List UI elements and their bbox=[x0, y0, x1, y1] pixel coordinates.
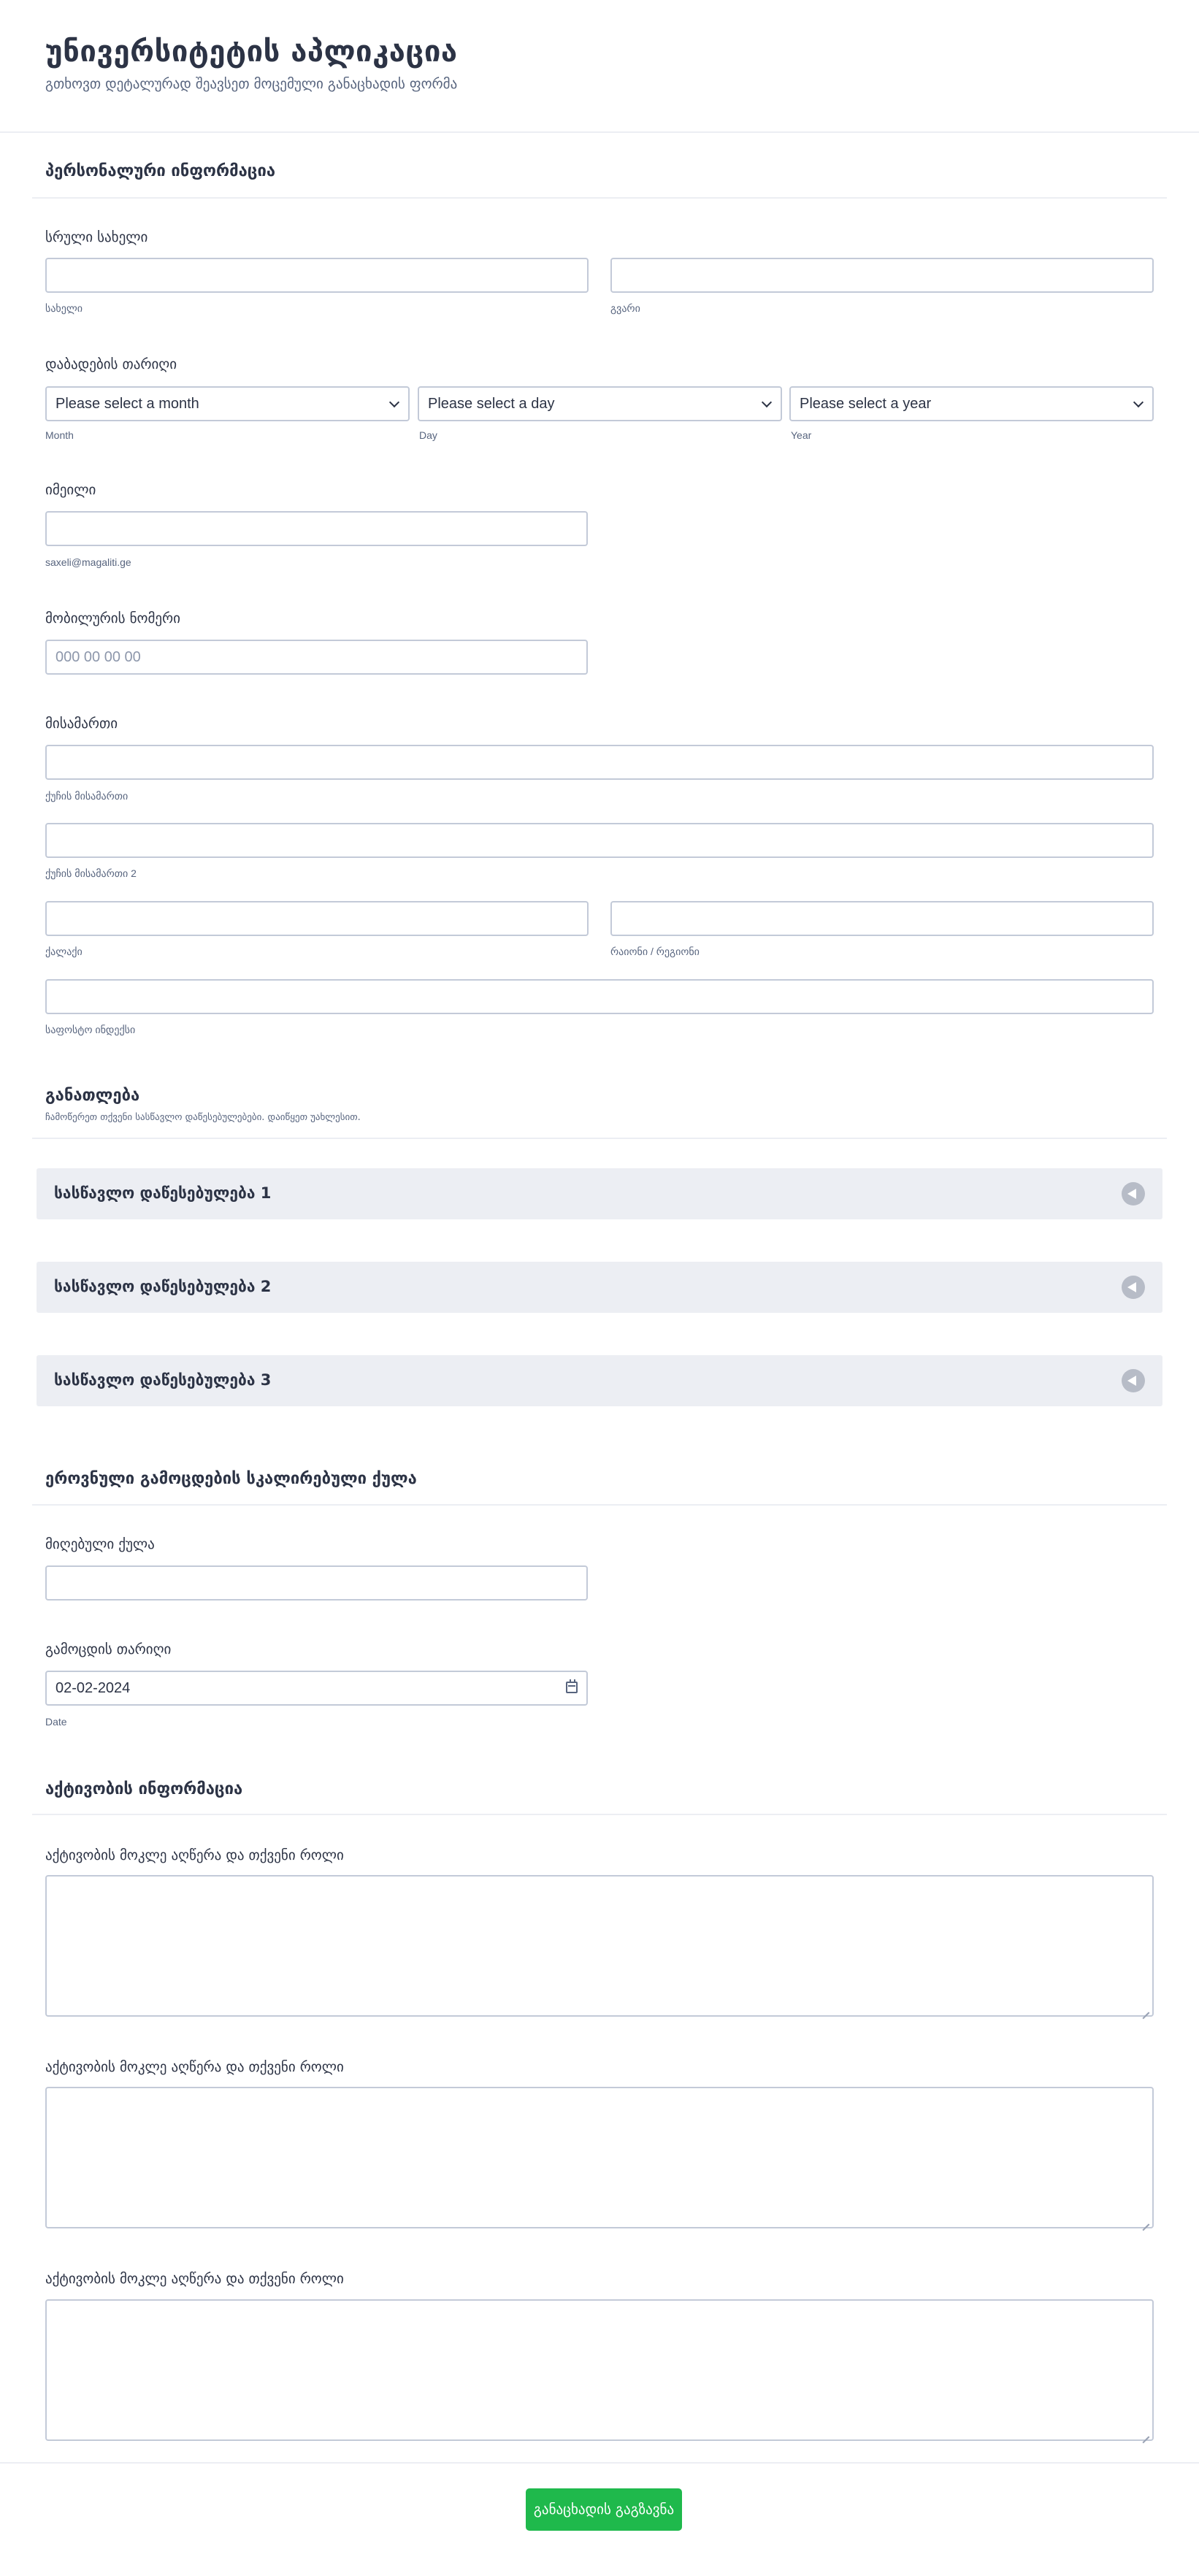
exam-date-sublabel: Date bbox=[45, 1716, 67, 1728]
resize-handle-icon[interactable] bbox=[1142, 2217, 1149, 2224]
birth-year-select[interactable] bbox=[789, 386, 1154, 421]
calendar-icon[interactable] bbox=[566, 1682, 578, 1693]
exam-score-label: მიღებული ქულა bbox=[45, 1536, 155, 1552]
full-name-label: სრული სახელი bbox=[45, 229, 148, 245]
birth-date-label: დაბადების თარიღი bbox=[45, 356, 177, 372]
birth-year-sublabel: Year bbox=[791, 429, 812, 441]
institution-1-collapse[interactable] bbox=[37, 1168, 1162, 1219]
submit-button[interactable]: განაცხადის გაგზავნა bbox=[526, 2488, 682, 2531]
birth-day-sublabel: Day bbox=[419, 429, 437, 441]
exam-date-label: გამოცდის თარიღი bbox=[45, 1641, 172, 1657]
personal-section-heading: პერსონალური ინფორმაცია bbox=[45, 162, 276, 180]
last-name-input[interactable] bbox=[610, 258, 1154, 293]
city-input[interactable] bbox=[45, 901, 589, 936]
chevron-down-icon bbox=[389, 397, 399, 407]
personal-divider bbox=[32, 197, 1167, 199]
last-name-sublabel: გვარი bbox=[610, 302, 640, 314]
phone-input[interactable]: 000 00 00 00 bbox=[45, 640, 588, 675]
collapse-toggle-icon[interactable] bbox=[1122, 1182, 1145, 1205]
address-label: მისამართი bbox=[45, 716, 118, 732]
activity-2-textarea[interactable] bbox=[45, 2087, 1154, 2228]
activity-2-label: აქტივობის მოკლე აღწერა და თქვენი როლი bbox=[45, 2059, 344, 2075]
activity-3-textarea[interactable] bbox=[45, 2299, 1154, 2441]
postal-code-input[interactable] bbox=[45, 979, 1154, 1014]
form-title: უნივერსიტეტის აპლიკაცია bbox=[45, 35, 458, 69]
email-sublabel: saxeli@magaliti.ge bbox=[45, 556, 131, 568]
activity-1-textarea[interactable] bbox=[45, 1875, 1154, 2017]
birth-month-sublabel: Month bbox=[45, 429, 74, 441]
exam-date-input[interactable] bbox=[45, 1671, 588, 1706]
birth-day-select[interactable] bbox=[418, 386, 782, 421]
phone-label: მობილურის ნომერი bbox=[45, 610, 180, 626]
street-address2-input[interactable] bbox=[45, 823, 1154, 858]
institution-2-label: სასწავლო დაწესებულება 2 bbox=[54, 1278, 272, 1295]
collapse-toggle-icon[interactable] bbox=[1122, 1276, 1145, 1299]
first-name-input[interactable] bbox=[45, 258, 589, 293]
region-input[interactable] bbox=[610, 901, 1154, 936]
email-label: იმეილი bbox=[45, 482, 96, 498]
activity-1-label: აქტივობის მოკლე აღწერა და თქვენი როლი bbox=[45, 1847, 344, 1863]
activities-divider bbox=[32, 1814, 1167, 1815]
institution-1-label: სასწავლო დაწესებულება 1 bbox=[54, 1184, 272, 1202]
street-address-input[interactable] bbox=[45, 745, 1154, 780]
chevron-down-icon bbox=[762, 397, 772, 407]
education-section-description: ჩამოწერეთ თქვენი სასწავლო დაწესებულებები. დაიწყეთ უახლესით. bbox=[45, 1112, 361, 1123]
institution-2-collapse[interactable] bbox=[37, 1262, 1162, 1313]
first-name-sublabel: სახელი bbox=[45, 302, 83, 314]
collapse-toggle-icon[interactable] bbox=[1122, 1369, 1145, 1392]
street-address-sublabel: ქუჩის მისამართი bbox=[45, 790, 129, 802]
institution-3-collapse[interactable] bbox=[37, 1355, 1162, 1406]
chevron-down-icon bbox=[1133, 397, 1144, 407]
birth-day-value: Please select a day bbox=[428, 396, 555, 412]
exam-section-heading: ეროვნული გამოცდების სკალირებული ქულა bbox=[45, 1470, 417, 1488]
birth-month-value: Please select a month bbox=[55, 396, 199, 412]
header-divider bbox=[0, 131, 1199, 133]
footer-divider bbox=[0, 2462, 1199, 2464]
resize-handle-icon[interactable] bbox=[1142, 2005, 1149, 2012]
education-section-heading: განათლება bbox=[45, 1086, 140, 1105]
street-address2-sublabel: ქუჩის მისამართი 2 bbox=[45, 867, 137, 879]
exam-date-value: 02-02-2024 bbox=[55, 1680, 131, 1696]
birth-month-select[interactable] bbox=[45, 386, 410, 421]
resize-handle-icon[interactable] bbox=[1142, 2429, 1149, 2437]
email-input[interactable] bbox=[45, 511, 588, 546]
form-subtitle: გთხოვთ დეტალურად შეავსეთ მოცემული განაცხადის ფორმა bbox=[45, 76, 458, 92]
city-sublabel: ქალაქი bbox=[45, 946, 83, 957]
institution-3-label: სასწავლო დაწესებულება 3 bbox=[54, 1371, 272, 1389]
activity-3-label: აქტივობის მოკლე აღწერა და თქვენი როლი bbox=[45, 2271, 344, 2287]
exam-divider bbox=[32, 1504, 1167, 1506]
education-divider bbox=[32, 1138, 1167, 1139]
birth-year-value: Please select a year bbox=[800, 396, 932, 412]
exam-score-input[interactable] bbox=[45, 1565, 588, 1601]
region-sublabel: რაიონი / რეგიონი bbox=[610, 946, 700, 957]
postal-code-sublabel: საფოსტო ინდექსი bbox=[45, 1024, 136, 1035]
activities-section-heading: აქტივობის ინფორმაცია bbox=[45, 1780, 243, 1798]
